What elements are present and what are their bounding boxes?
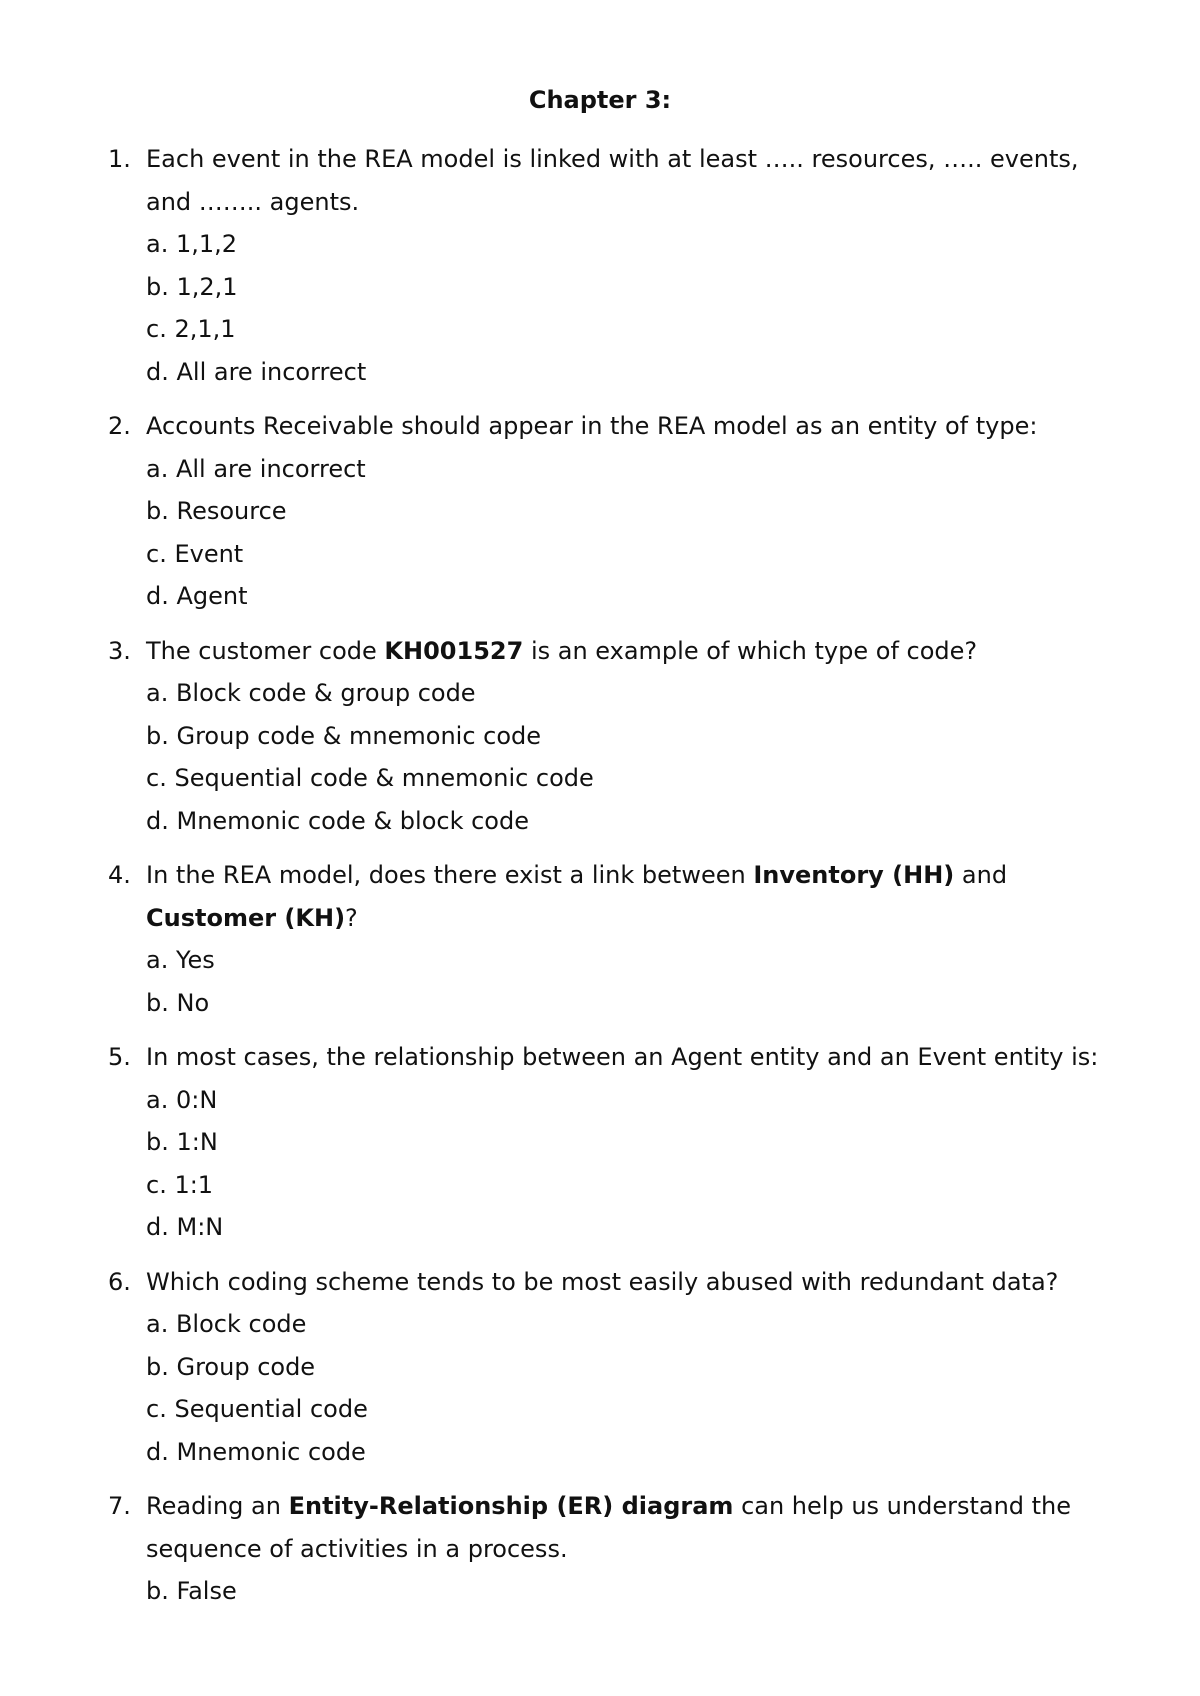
- answer-option: a. 0:N: [146, 1085, 218, 1114]
- question-text-bold: Entity-Relationship (ER) diagram: [288, 1492, 734, 1520]
- question-text-bold: Inventory (HH): [753, 861, 955, 889]
- answer-option: a. 1,1,2: [146, 230, 238, 258]
- answer-option: c. Sequential code & mnemonic code: [146, 764, 594, 792]
- question-stem: [108, 630, 1128, 673]
- answer-option: c. Sequential code: [146, 1395, 368, 1423]
- question-number: 3.: [108, 636, 131, 665]
- question-text: Which coding scheme tends to be most easily abused with redundant data?: [146, 1267, 1059, 1296]
- question-text: ?: [345, 903, 358, 932]
- answer-option: a. All are incorrect: [146, 454, 366, 483]
- answer-option: b. Group code & mnemonic code: [146, 721, 542, 750]
- question-text: Each event in the REA model is linked with at least ….. resources, ….. events, and …….. agents.: [146, 145, 1079, 216]
- answer-option: b. 1:N: [146, 1128, 218, 1156]
- question-text: Accounts Receivable should appear in the REA model as an entity of type:: [146, 412, 1038, 440]
- question-1: [108, 138, 1128, 393]
- question-list: [108, 138, 1128, 1625]
- answer-option: c. 2,1,1: [146, 315, 236, 343]
- answer-option: d. M:N: [146, 1213, 224, 1241]
- question-7: [108, 1485, 1128, 1613]
- question-number: 2.: [108, 412, 131, 440]
- question-5: [108, 1036, 1128, 1249]
- answer-option: b. Resource: [146, 497, 287, 525]
- question-text-bold: KH001527: [384, 636, 524, 665]
- question-4: [108, 854, 1128, 1024]
- question-number: 7.: [108, 1492, 131, 1520]
- question-2: [108, 405, 1128, 618]
- question-text: In most cases, the relationship between an Agent entity and an Event entity is:: [146, 1043, 1099, 1071]
- question-text: and: [954, 861, 1008, 889]
- answer-option: b. Group code: [146, 1352, 316, 1381]
- question-number: 1.: [108, 145, 131, 173]
- question-text: In the REA model, does there exist a link between: [146, 861, 754, 889]
- question-stem: [108, 1485, 1128, 1570]
- answer-option: d. Agent: [146, 582, 248, 610]
- answer-option: d. Mnemonic code & block code: [146, 806, 529, 835]
- question-stem: [108, 138, 1128, 223]
- answer-option: c. 1:1: [146, 1170, 214, 1199]
- question-stem: [108, 1036, 1128, 1079]
- question-6: [108, 1261, 1128, 1474]
- question-text: The customer code: [146, 636, 385, 665]
- answer-option: a. Yes: [146, 946, 215, 974]
- question-number: 4.: [108, 861, 131, 889]
- question-text: Reading an: [146, 1492, 289, 1520]
- page-title: Chapter 3:: [528, 86, 672, 114]
- answer-option: a. Block code & group code: [146, 679, 476, 707]
- answer-option: b. 1,2,1: [146, 272, 238, 301]
- question-number: 6.: [108, 1267, 131, 1296]
- question-stem: [108, 854, 1128, 939]
- question-3: [108, 630, 1128, 843]
- question-text-bold: Customer (KH): [146, 903, 346, 932]
- answer-option: c. Event: [146, 539, 244, 568]
- answer-option: b. No: [146, 988, 210, 1017]
- answer-option: d. Mnemonic code: [146, 1437, 366, 1466]
- answer-option: b. False: [146, 1577, 237, 1605]
- question-stem: [108, 1261, 1128, 1304]
- answer-option: d. All are incorrect: [146, 357, 367, 386]
- question-number: 5.: [108, 1043, 131, 1071]
- question-stem: [108, 405, 1128, 448]
- question-text: can help us understand the sequence of activities in a process.: [146, 1492, 1072, 1563]
- answer-option: a. Block code: [146, 1310, 307, 1338]
- question-text: is an example of which type of code?: [523, 636, 978, 665]
